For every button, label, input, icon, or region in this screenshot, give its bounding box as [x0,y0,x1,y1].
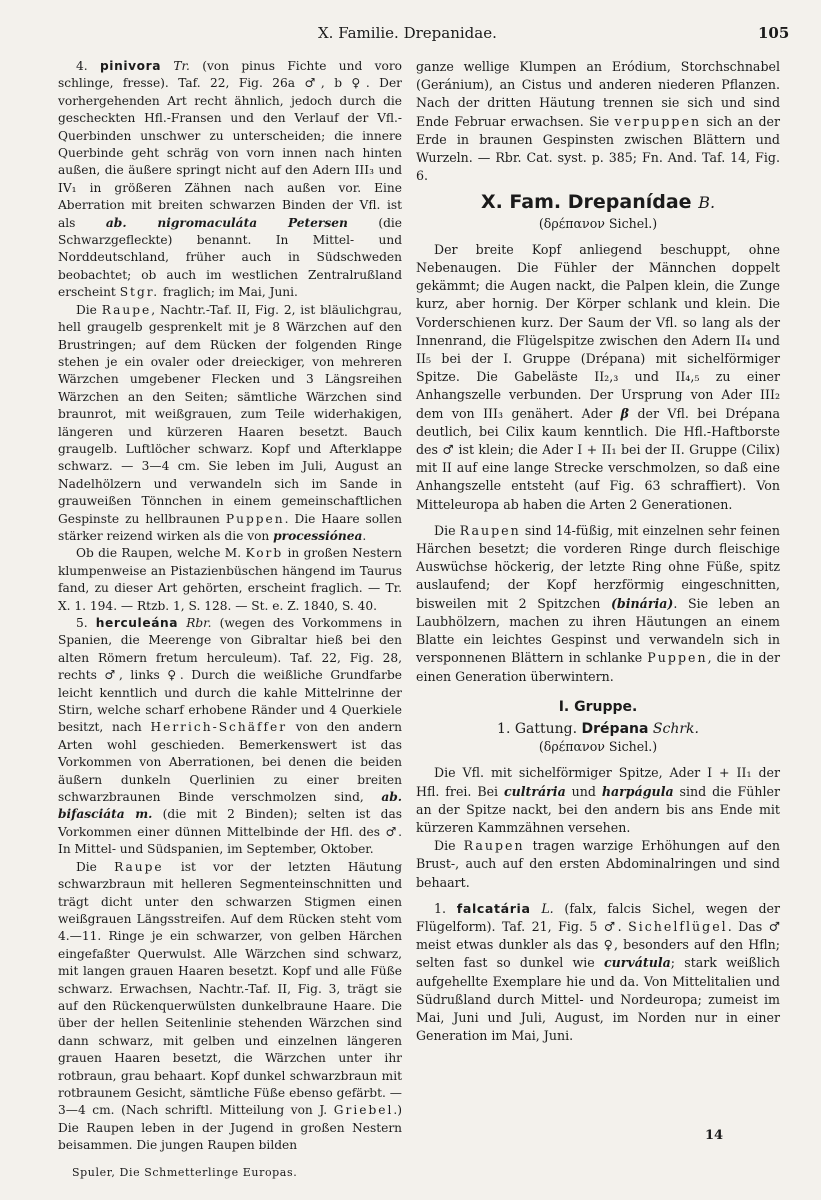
genus-etymology: (δρέπανον Sichel.) [538,739,658,755]
running-head-title: X. Familie. Drepanidae. [318,24,497,42]
right-column [416,58,780,1045]
paragraph-family-raupen: Die Raupen sind 14-füßig, mit einzelnen sehr feinen Härchen besetzt; die vorderen Ringe durch fleischige Auswüchse höckerig, der letzte Ring ohne Füße, spitz auslaufend; der Kopf herzförmig eingeschnitten, bisweilen mit 2 Spitzchen (binária). Sie leben an Laubhölzern, machen zu ihren Häutungen an einem Blatte ein leichtes Gespinst und verwandeln sich in versponnenen Blättern in schlanke Puppen, die in der einen Generation überwintern. [416,522,780,684]
paragraph-genus-raupen: Die Raupen tragen warzige Erhöhungen auf den Brust-, auch auf den ersten Abdominalringen und sind behaart. [416,838,780,890]
paragraph-falcataria: 1. falcatária L. (falx, falcis Sichel, wegen der Flügelform). Taf. 21, Fig. 5 ♂. Sichelflügel. Das ♂ meist etwas dunkler als das ♀, besonders auf den Hfln; selten fast so dunkel wie curvátula; stark weißlich aufgehellte Exemplare hie und da. Von Mittelitalien und Südrußland durch Mittel- und Nordeuropa; zumeist im Mai, Juni und Juli, August, im Norden nur in einer Generation im Mai, Juni. [416,900,781,1044]
group-heading: I. Gruppe. [558,698,638,715]
signature-mark: 14 [705,1128,724,1143]
family-etymology: (δρέπανον Sichel.) [538,215,658,231]
page-number: 105 [758,24,790,42]
paragraph-korb: Ob die Raupen, welche M. Korb in großen Nestern klumpenweise an Pistazienbüschen hängend im Taurus fand, zu dieser Art gehörten, erscheint fraglich. — Tr. X. 1. 194. — Rtzb. 1, S. 128. — St. e. Z. 1840, S. 40. [58,546,402,613]
paragraph-herculeana-raupe: Die Raupe ist vor der letzten Häutung schwarzbraun mit helleren Segmenteinschnitten und trägt dicht unter den schwarzen Stigmen einen weißgrauen Längsstreifen. Auf dem Rücken steht vom 4.—11. Ringe je ein schwarzer, von gelben Härchen eingefaßter Querwulst. Alle Wärzchen sind schwarz, mit langen grauen Haaren besetzt. Kopf und alle Füße schwarz. Erwachsen, Nachtr.-Taf. II, Fig. 3, trägt sie auf den Rückenquerwülsten dunkelbraune Haare. Die über der hellen Seitenlinie stehenden Wärzchen sind dann schwarz, mit gelben und einzelnen längeren grauen Haaren besetzt, die Wärzchen unter ihr rotbraun, grau behaart. Kopf dunkel schwarzbraun mit rotbraunem Gesicht, sämtliche Füße ebenso gefärbt. — 3—4 cm. (Nach schriftl. Mitteilung von J. Griebel.) Die Raupen leben in der Jugend in großen Nestern beisammen. Die jungen Raupen bilden [58,859,402,1153]
genus-heading: 1. Gattung. Drépana Schrk. [497,720,699,737]
species-name-pinivora: pinivora [99,59,162,73]
family-heading: X. Fam. Drepanídae B. [480,191,716,214]
running-head [0,24,821,50]
paragraph-genus-description: Die Vfl. mit sichelförmiger Spitze, Ader I + II₁ der Hfl. frei. Bei cultrária und harpágula sind die Fühler an der Spitze nackt, bei den andern bis ans Ende mit kürzeren Kammzähnen versehen. [416,765,780,835]
species-name-falcataria: falcatária [456,900,531,916]
footer-book-title: Spuler, Die Schmetterlinge Europas. [72,1166,298,1179]
paragraph-herculeana: 5. herculeána Rbr. (wegen des Vorkommens in Spanien, die Meerenge von Gibraltar hieß bei den alten Römern fretum herculeum). Taf. 22, Fig. 28, rechts ♂, links ♀. Durch die weißliche Grundfarbe leicht kenntlich und durch die kahle Mittelrinne der Stirn, welche scharf erhobene Ränder und 4 Querkiele besitzt, nach Herrich-Schäffer von den andern Arten wohl geschieden. Bemerkenswert ist das Vorkommen von Aberrationen, bei denen die beiden äußern dunkeln Querlinien zu einer breiten schwarzbraunen Binde verschmolzen sind, ab. bifasciáta m. (die mit 2 Binden); selten ist das Vorkommen einer dünnen Mittelbinde der Hfl. des ♂. In Mittel- und Südspanien, im September, Oktober. [58,616,403,857]
paragraph-pinivora-raupe: Die Raupe, Nachtr.-Taf. II, Fig. 2, ist bläulichgrau, hell graugelb gesprenkelt mit je 8 Wärzchen auf den Brustringen; auf dem Rücken der folgenden Ringe stehen je ein ovaler oder dreieckiger, von mehreren Wärzchen umgebener Flecken und 3 Längsreihen Wärzchen an den Seiten; sämtliche Wärzchen sind braunrot, mit weißgrauen, zum Teile widerhakigen, längeren und kürzeren Haaren besetzt. Bauch graugelb. Luftlöcher schwarz. Kopf und Afterklappe schwarz. — 3—4 cm. Sie leben im Juli, August an Nadelhölzern und verwandeln sich im Sande in grauweißen Tönnchen in einem gemeinschaftlichen Gespinste zu hellbraunen Puppen. Die Haare sollen stärker reizend wirken als die von processiónea. [58,302,402,543]
left-column [58,58,402,1155]
paragraph-pinivora: 4. pinivora Tr. (von pinus Fichte und voro schlinge, fresse). Taf. 22, Fig. 26a ♂, b ♀. Der vorhergehenden Art recht ähnlich, jedoch durch die gescheckten Hfl.-Fransen und den Verlauf der Vfl.-Querbinden unschwer zu unterscheiden; die innere Querbinde geht schräg von vorn innen nach hinten außen, die äußere springt nicht auf den Adern III₃ und IV₁ in größeren Zähnen nach außen vor. Eine Aberration mit breiten schwarzen Binden der Vfl. ist als ab. nigromaculáta Petersen (die Schwarzgefleckte) benannt. In Mittel- und Norddeutschland, früher auch in Südschweden beobachtet; ob auch im westlichen Zentralrußland erscheint Stgr. fraglich; im Mai, Juni. [58,59,403,300]
paragraph-continuation: ganze wellige Klumpen an Eródium, Storchschnabel (Geránium), an Cistus und anderen niederen Pflanzen. Nach der dritten Häutung trennen sie sich und sind Ende Februar erwachsen. Sie verpuppen sich an der Erde in braunen Gespinsten zwischen Blättern und Wurzeln. — Rbr. Cat. syst. p. 385; Fn. And. Taf. 14, Fig. 6. [416,59,780,184]
paragraph-family-description: Der breite Kopf anliegend beschuppt, ohne Nebenaugen. Die Fühler der Männchen doppelt gekämmt; die Augen nackt, die Palpen klein, die Zunge kurz, aber hornig. Der Körper schlank und klein. Die Vorderschienen kurz. Der Saum der Vfl. so lang als der Innenrand, die Flügelspitze zwischen den Adern II₄ und II₅ bei der I. Gruppe (Drépana) mit sichelförmiger Spitze. Die Gabeläste II₂,₃ und II₄,₅ zu einer Anhangszelle verbunden. Der Ursprung von Ader III₂ dem von III₃ genähert. Ader β der Vfl. bei Drépana deutlich, bei Cilix kaum kenntlich. Die Hfl.-Haftborste des ♂ ist klein; die Ader I + II₁ bei der II. Gruppe (Cilix) mit II auf eine lange Strecke verschmolzen, so daß eine Anhangszelle entsteht (auf Fig. 63 schraffiert). Von Mitteleuropa ab haben die Arten 2 Generationen. [416,241,780,512]
species-name-herculeana: herculeána [95,616,179,630]
